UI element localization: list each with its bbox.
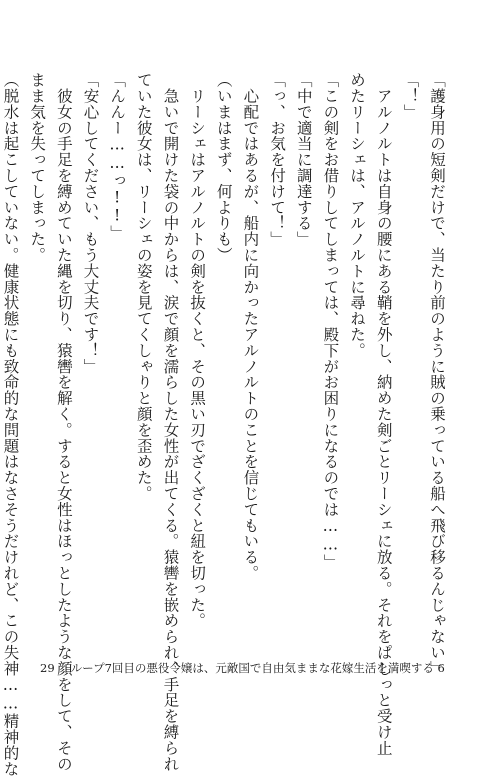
text-line: 「護身用の短剣だけで、当たり前のように賊の乗っている船へ飛び移るんじゃない」 — [428, 72, 446, 677]
text-line: （脱水は起こしていない。健康状態にも致命的な問題はなさそうだけれど、この失神……精神的な — [1, 72, 20, 777]
text-line: 「安心してください、もう大丈夫です！」 — [81, 72, 100, 375]
text-line: めたリーシェは、アルノルトに尋ねた。 — [348, 72, 367, 359]
text-line: アルノルトは自身の腰にある鞘を外し、納めた剣ごとリーシェに放る。それをぱしっと受け止 — [374, 72, 393, 756]
text-line: 「っ、お気を付けて！」 — [268, 72, 287, 247]
running-title: ループ7回目の悪役令嬢は、元敵国で自由気ままな花嫁生活を満喫する 6 — [70, 661, 445, 675]
page-footer — [40, 660, 445, 676]
page-number: 29 — [40, 661, 55, 675]
text-line: 心配ではあるが、船内に向かったアルノルトのことを信じてもいる。 — [241, 72, 260, 581]
text-line: リーシェはアルノルトの剣を抜くと、その黒い刃でざくざくと紐を切った。 — [188, 72, 207, 629]
text-line: まま気を失ってしまった。 — [28, 72, 47, 263]
text-line: （いまはまず、何よりも） — [214, 72, 233, 263]
text-line: 「んんー……っ!!」 — [108, 72, 127, 241]
text-line: 「中で適当に調達する」 — [294, 72, 313, 247]
text-line: 「この剣をお借りしてしまっては、殿下がお困りになるのでは……」 — [321, 72, 340, 570]
text-line: 「！」 — [401, 72, 420, 120]
text-line: ていた彼女は、リーシェの姿を見てくしゃりと顔を歪めた。 — [134, 72, 153, 502]
text-line: 彼女の手足を縛めていた縄を切り、猿轡を解く。すると女性はほっとしたような顔をして、その — [54, 72, 73, 772]
text-line: 急いで開けた袋の中からは、涙で顔を濡らした女性が出てくる。猿轡を嵌められ、手足を縛られ — [161, 72, 180, 772]
